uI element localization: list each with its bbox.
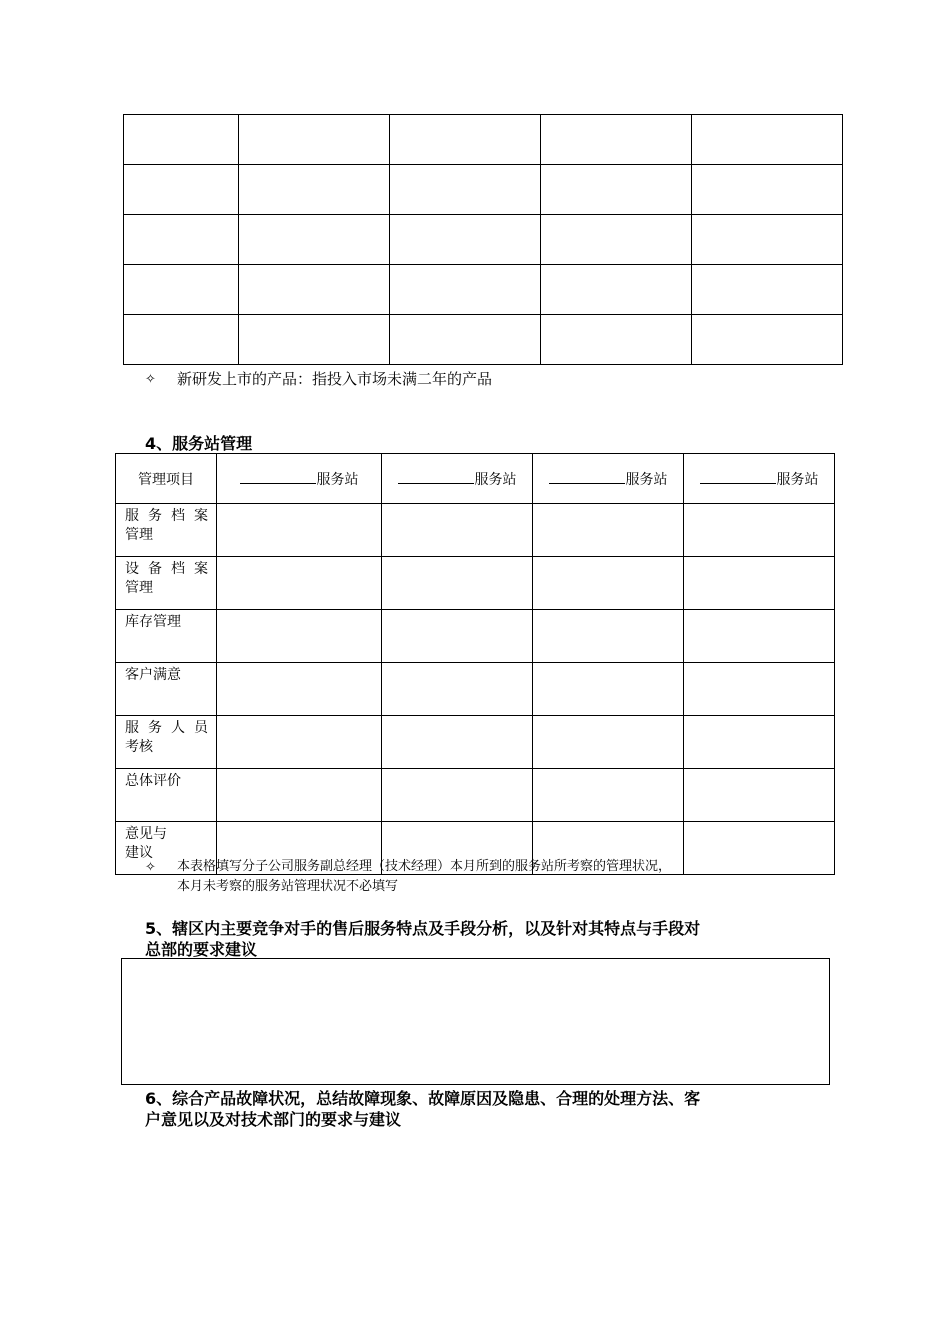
table-cell[interactable]: [533, 769, 684, 822]
table-cell[interactable]: [684, 610, 835, 663]
table-cell[interactable]: [533, 504, 684, 557]
station-suffix: 服务站: [474, 471, 517, 488]
table-cell[interactable]: [382, 504, 533, 557]
table-row: [124, 315, 843, 365]
table-cell[interactable]: [382, 769, 533, 822]
table-cell[interactable]: [217, 504, 382, 557]
table-cell[interactable]: [692, 215, 843, 265]
table-cell[interactable]: [390, 215, 541, 265]
table-cell[interactable]: [124, 115, 239, 165]
table-row: [116, 663, 835, 716]
section5-title-line1: 5、辖区内主要竞争对手的售后服务特点及手段分析，以及针对其特点与手段对: [145, 919, 701, 938]
section5-title-line2: 总部的要求建议: [145, 940, 258, 959]
table-row: [124, 115, 843, 165]
table-header-row: [116, 454, 835, 504]
table-cell[interactable]: [124, 215, 239, 265]
table-cell[interactable]: [217, 610, 382, 663]
table-row: [116, 769, 835, 822]
station-name-blank[interactable]: [240, 469, 316, 484]
table-cell[interactable]: [239, 315, 390, 365]
table-row: [116, 557, 835, 610]
header-station-1[interactable]: [217, 454, 382, 504]
diamond-bullet-icon: ✧: [145, 860, 156, 875]
table-cell[interactable]: [239, 265, 390, 315]
product-table: [123, 114, 843, 365]
table-cell[interactable]: [533, 610, 684, 663]
row-label-inventory: [116, 610, 217, 663]
row-label-line1: 服务档案: [125, 508, 208, 524]
table-cell[interactable]: [692, 315, 843, 365]
table-row: [116, 504, 835, 557]
row-label-line2: 建议: [125, 845, 153, 861]
table-cell[interactable]: [124, 265, 239, 315]
table-row: [116, 610, 835, 663]
table-cell[interactable]: [239, 215, 390, 265]
new-product-note: 新研发上市的产品：指投入市场未满二年的产品: [177, 370, 493, 388]
table-row: [116, 716, 835, 769]
table-cell[interactable]: [217, 557, 382, 610]
table-cell[interactable]: [382, 663, 533, 716]
row-label-line1: 设备档案: [125, 561, 208, 577]
table-cell[interactable]: [239, 165, 390, 215]
table-row: [124, 165, 843, 215]
table-cell[interactable]: [217, 663, 382, 716]
row-label-staff-assessment: [116, 716, 217, 769]
table-cell[interactable]: [684, 822, 835, 875]
row-label-line1: 总体评价: [125, 773, 181, 789]
row-label-customer-satisfaction: [116, 663, 217, 716]
table-cell[interactable]: [390, 115, 541, 165]
competitor-analysis-box[interactable]: [121, 958, 830, 1085]
station-name-blank[interactable]: [549, 469, 625, 484]
table-cell[interactable]: [217, 769, 382, 822]
table-cell[interactable]: [124, 315, 239, 365]
table-cell[interactable]: [692, 165, 843, 215]
table-cell[interactable]: [541, 165, 692, 215]
diamond-bullet-icon: ✧: [145, 372, 156, 387]
table-cell[interactable]: [684, 716, 835, 769]
row-label-line2: 考核: [125, 739, 153, 755]
row-label-overall-evaluation: [116, 769, 217, 822]
table-note-line2: 本月未考察的服务站管理状况不必填写: [177, 879, 399, 894]
table-cell[interactable]: [684, 557, 835, 610]
table-cell[interactable]: [684, 663, 835, 716]
table-cell[interactable]: [382, 557, 533, 610]
table-cell[interactable]: [382, 610, 533, 663]
table-cell[interactable]: [390, 165, 541, 215]
table-cell[interactable]: [533, 716, 684, 769]
header-label: 管理项目: [138, 471, 194, 488]
header-management-item: [116, 454, 217, 504]
table-row: [124, 215, 843, 265]
table-cell[interactable]: [390, 265, 541, 315]
row-label-line1: 客户满意: [125, 667, 181, 683]
table-cell[interactable]: [533, 557, 684, 610]
station-name-blank[interactable]: [700, 469, 776, 484]
table-cell[interactable]: [692, 115, 843, 165]
table-cell[interactable]: [541, 265, 692, 315]
station-suffix: 服务站: [776, 471, 819, 488]
section6-title-line1: 6、综合产品故障状况，总结故障现象、故障原因及隐患、合理的处理方法、客: [145, 1089, 701, 1108]
table-cell[interactable]: [684, 504, 835, 557]
table-cell[interactable]: [684, 769, 835, 822]
station-name-blank[interactable]: [398, 469, 474, 484]
section4-title: 4、服务站管理: [145, 434, 253, 453]
row-label-line1: 服务人员: [125, 720, 208, 736]
row-label-equipment-archive: [116, 557, 217, 610]
station-suffix: 服务站: [625, 471, 668, 488]
header-station-3[interactable]: [533, 454, 684, 504]
table-cell[interactable]: [541, 115, 692, 165]
table-cell[interactable]: [390, 315, 541, 365]
row-label-line1: 库存管理: [125, 614, 181, 630]
table-cell[interactable]: [239, 115, 390, 165]
header-station-4[interactable]: [684, 454, 835, 504]
table-cell[interactable]: [124, 165, 239, 215]
section6-title-line2: 户意见以及对技术部门的要求与建议: [145, 1110, 402, 1129]
table-cell[interactable]: [541, 315, 692, 365]
table-cell[interactable]: [533, 663, 684, 716]
row-label-service-archive: [116, 504, 217, 557]
table-cell[interactable]: [382, 716, 533, 769]
service-station-table: [115, 453, 835, 875]
row-label-line1: 意见与: [125, 826, 167, 842]
row-label-line2: 管理: [125, 580, 153, 596]
table-cell[interactable]: [217, 716, 382, 769]
station-suffix: 服务站: [316, 471, 359, 488]
table-row: [124, 265, 843, 315]
table-note-line1: 本表格填写分子公司服务副总经理（技术经理）本月所到的服务站所考察的管理状况，: [177, 859, 672, 874]
table-cell[interactable]: [692, 265, 843, 315]
row-label-line2: 管理: [125, 527, 153, 543]
header-station-2[interactable]: [382, 454, 533, 504]
table-cell[interactable]: [541, 215, 692, 265]
